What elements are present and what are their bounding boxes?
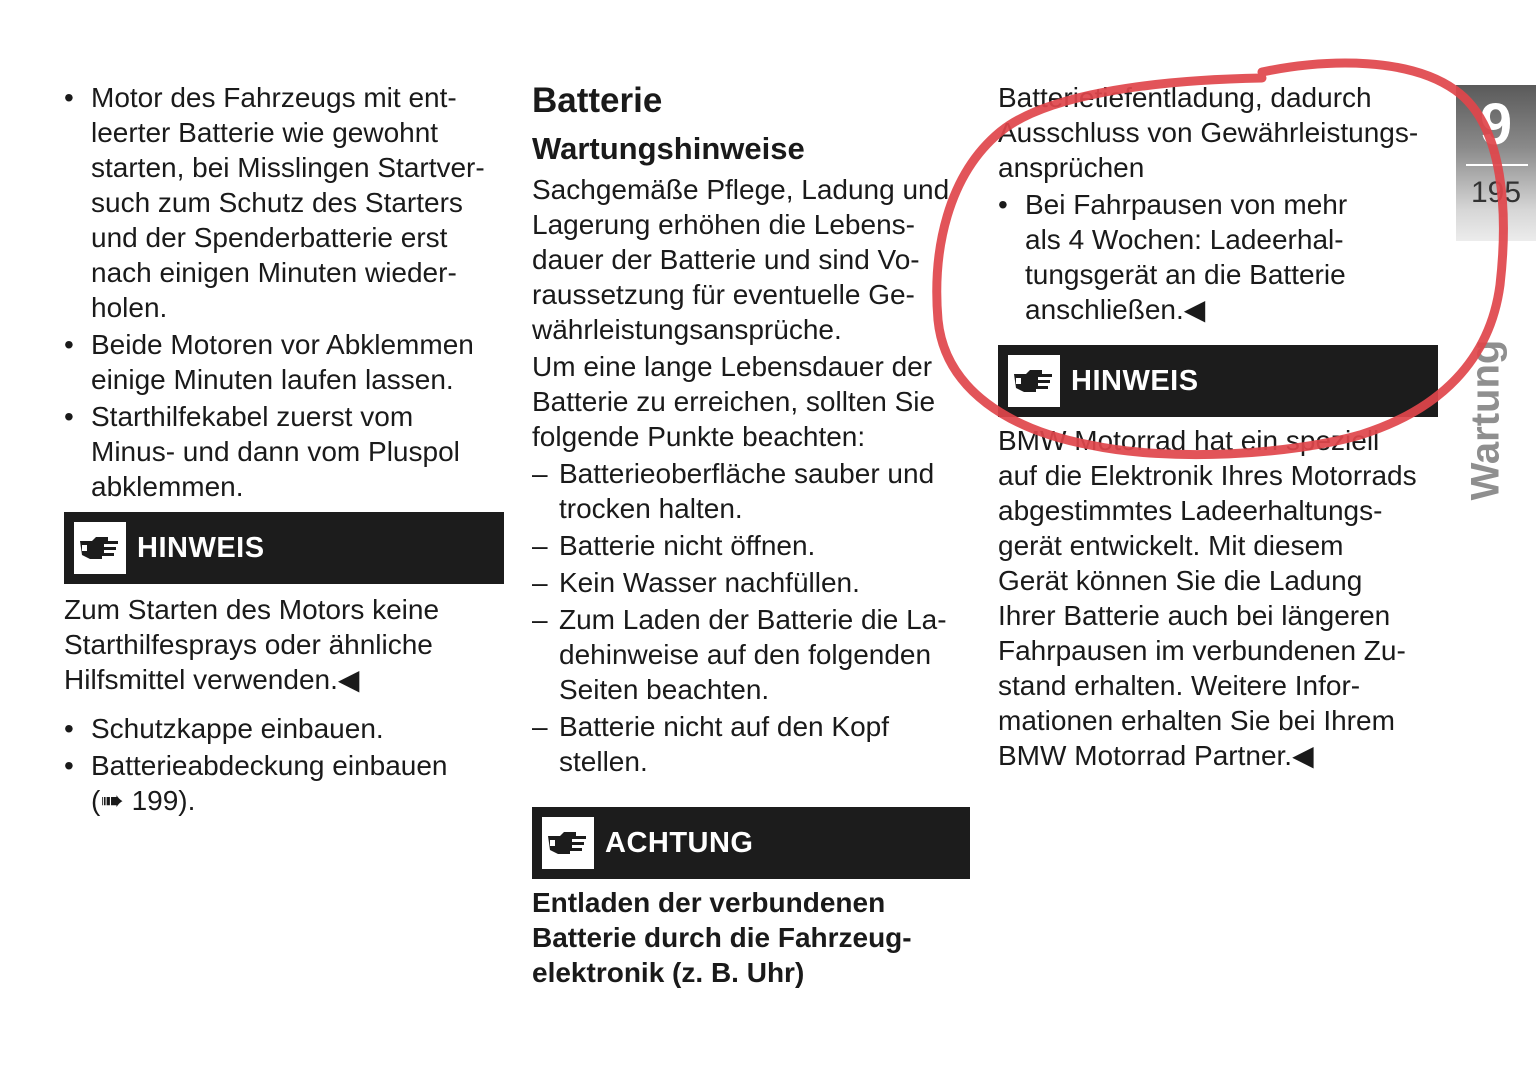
text-line: Zum Laden der Batterie die La- (559, 604, 947, 635)
text-line: holen. (91, 292, 168, 323)
dash-mark: – (532, 567, 548, 598)
list-item (998, 187, 1438, 327)
section-heading: Batterie (532, 81, 663, 120)
text-line: und der Spenderbatterie erst (91, 222, 448, 253)
paragraph (998, 80, 1438, 185)
bullet-mark: • (998, 189, 1008, 220)
text-line: Batterie nicht auf den Kopf (559, 711, 889, 742)
text-line: Ihrer Batterie auch bei längeren (998, 600, 1391, 631)
text-line: Um eine lange Lebensdauer der (532, 351, 933, 382)
text-line: Ausschluss von Gewährleistungs- (998, 117, 1419, 148)
text-line: einige Minuten laufen lassen. (91, 364, 454, 395)
text-line: Batterieoberfläche sauber und (559, 458, 935, 489)
text-line: Minus- und dann vom Pluspol (91, 436, 460, 467)
text-line: folgende Punkte beachten: (532, 421, 866, 452)
text-line: Zum Starten des Motors keine (64, 594, 440, 625)
notice-title: HINWEIS (137, 531, 265, 564)
pointing-hand-icon (74, 522, 126, 574)
warning-banner (532, 807, 970, 879)
bullet-mark: • (64, 82, 74, 113)
text-line: raussetzung für eventuelle Ge- (532, 279, 915, 310)
text-line: Motor des Fahrzeugs mit ent- (91, 82, 457, 113)
tab-divider (1466, 164, 1528, 166)
chapter-tab (1456, 85, 1536, 241)
dash-mark: – (532, 458, 548, 489)
bullet-mark: • (64, 713, 74, 744)
text-line: BMW Motorrad Partner.◀ (998, 740, 1314, 771)
dash-mark: – (532, 530, 548, 561)
bullet-mark: • (64, 329, 74, 360)
text-line: (➠ 199). (91, 785, 196, 816)
list-item (64, 711, 504, 746)
text-line: trocken halten. (559, 493, 743, 524)
text-line: ansprüchen (998, 152, 1145, 183)
text-line: stand erhalten. Weitere Infor- (998, 670, 1361, 701)
text-line: mationen erhalten Sie bei Ihrem (998, 705, 1395, 736)
section-subheading: Wartungshinweise (532, 131, 805, 166)
bullet-list-top (64, 80, 504, 504)
warning-text (532, 885, 970, 990)
text-line: elektronik (z. B. Uhr) (532, 957, 805, 988)
warning-title: ACHTUNG (605, 826, 754, 859)
paragraph (532, 172, 970, 347)
text-line: tungsgerät an die Batterie (1025, 259, 1346, 290)
list-item (532, 602, 970, 707)
text-line: Bei Fahrpausen von mehr (1025, 189, 1348, 220)
paragraph (532, 349, 970, 454)
pointing-hand-icon (542, 817, 594, 869)
text-line: Batterie zu erreichen, sollten Sie (532, 386, 936, 417)
text-line: Starthilfesprays oder ähnliche (64, 629, 433, 660)
section-side-label: Wartung (1463, 339, 1508, 501)
text-line: Batterietiefentladung, dadurch (998, 82, 1372, 113)
list-item (64, 327, 504, 397)
list-item (532, 528, 970, 563)
text-line: such zum Schutz des Starters (91, 187, 463, 218)
text-line: starten, bei Misslingen Startver- (91, 152, 485, 183)
list-item (532, 456, 970, 526)
text-line: Beide Motoren vor Abklemmen (91, 329, 474, 360)
list-item (64, 80, 504, 325)
text-line: Batterie nicht öffnen. (559, 530, 816, 561)
dash-list (532, 456, 970, 779)
text-line: währleistungsansprüche. (532, 314, 842, 345)
list-item (64, 399, 504, 504)
text-line: BMW Motorrad hat ein speziell (998, 425, 1380, 456)
notice-banner (64, 512, 504, 584)
text-line: Schutzkappe einbauen. (91, 713, 384, 744)
page-number: 195 (1470, 176, 1522, 209)
notice-banner (998, 345, 1438, 417)
text-line: als 4 Wochen: Ladeerhal- (1025, 224, 1344, 255)
column-right (998, 80, 1438, 773)
chapter-number: 9 (1479, 92, 1513, 157)
dash-mark: – (532, 711, 548, 742)
text-line: Batterieabdeckung einbauen (91, 750, 448, 781)
pointing-hand-icon (1008, 355, 1060, 407)
text-line: anschließen.◀ (1025, 294, 1206, 325)
text-line: gerät entwickelt. Mit diesem (998, 530, 1344, 561)
list-item (64, 748, 504, 818)
text-line: Batterie durch die Fahrzeug- (532, 922, 912, 953)
text-line: nach einigen Minuten wieder- (91, 257, 457, 288)
text-line: leerter Batterie wie gewohnt (91, 117, 439, 148)
text-line: stellen. (559, 746, 648, 777)
text-line: Lagerung erhöhen die Lebens- (532, 209, 915, 240)
text-line: dauer der Batterie und sind Vo- (532, 244, 920, 275)
notice-title: HINWEIS (1071, 364, 1199, 397)
text-line: abklemmen. (91, 471, 244, 502)
text-line: Kein Wasser nachfüllen. (559, 567, 860, 598)
column-left (64, 80, 504, 820)
bullet-mark: • (64, 401, 74, 432)
list-item (532, 709, 970, 779)
bullet-list-bottom (64, 711, 504, 818)
bullet-mark: • (64, 750, 74, 781)
text-line: Hilfsmittel verwenden.◀ (64, 664, 360, 695)
notice-text (64, 592, 504, 697)
text-line: auf die Elektronik Ihres Motorrads (998, 460, 1417, 491)
text-line: Fahrpausen im verbundenen Zu- (998, 635, 1406, 666)
text-line: Sachgemäße Pflege, Ladung und (532, 174, 950, 205)
text-line: Seiten beachten. (559, 674, 770, 705)
column-middle (532, 80, 970, 990)
text-line: abgestimmtes Ladeerhaltungs- (998, 495, 1383, 526)
list-item (532, 565, 970, 600)
notice-text (998, 423, 1438, 773)
text-line: dehinweise auf den folgenden (559, 639, 932, 670)
text-line: Entladen der verbundenen (532, 887, 886, 918)
text-line: Starthilfekabel zuerst vom (91, 401, 414, 432)
dash-mark: – (532, 604, 548, 635)
text-line: Gerät können Sie die Ladung (998, 565, 1363, 596)
